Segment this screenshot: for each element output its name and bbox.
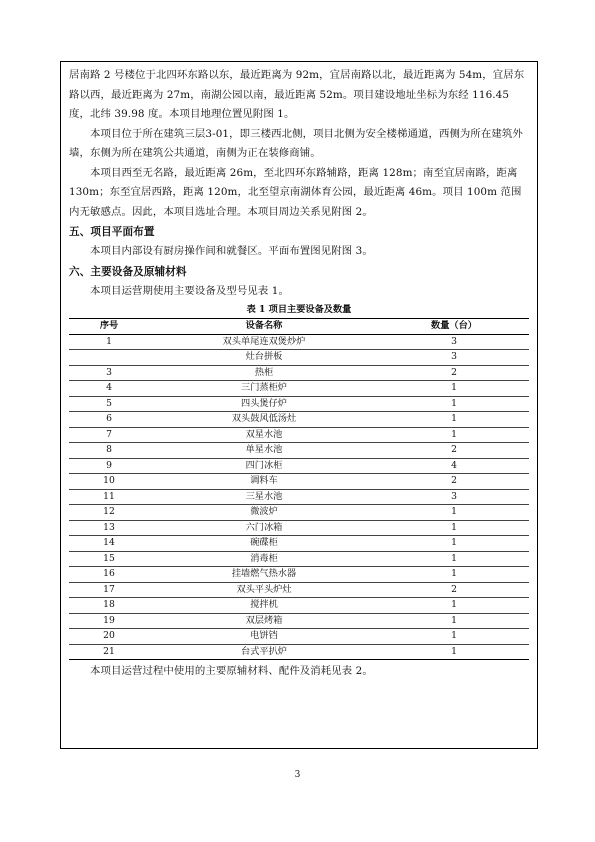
table-header-row bbox=[69, 319, 529, 335]
cell-equipment-name: 电饼铛 bbox=[149, 629, 379, 645]
cell-quantity: 1 bbox=[379, 598, 529, 614]
cell-equipment-name: 六门冰箱 bbox=[149, 520, 379, 536]
paragraph-location: 居南路 2 号楼位于北四环东路以东，最近距离为 92m，宜居南路以北，最近距离为 54m，宜居东路以西，最近距离为 27m，南湖公园以南，最近距离 52m。项目建设地址坐标为东经 116.45 度，北纬 39.98 度。本项目地理位置见附图 1。 bbox=[69, 69, 525, 120]
section-6-intro: 本项目运营期使用主要设备及型号见表 1。 bbox=[90, 284, 289, 297]
cell-quantity: 1 bbox=[379, 567, 529, 583]
cell-quantity: 1 bbox=[379, 629, 529, 645]
cell-equipment-name: 搅拌机 bbox=[149, 598, 379, 614]
cell-serial: 8 bbox=[69, 443, 149, 459]
cell-serial: 4 bbox=[69, 381, 149, 397]
document-frame bbox=[60, 61, 538, 749]
section-5-text: 本项目内部设有厨房操作间和就餐区。平面布置图见附图 3。 bbox=[90, 245, 373, 257]
cell-quantity: 3 bbox=[379, 489, 529, 505]
table-row bbox=[69, 598, 529, 614]
cell-serial: 1 bbox=[69, 334, 149, 350]
cell-quantity: 1 bbox=[379, 381, 529, 397]
cell-quantity: 1 bbox=[379, 412, 529, 428]
cell-equipment-name: 双头单尾连双煲炒炉 bbox=[149, 334, 379, 350]
table-row bbox=[69, 551, 529, 567]
table-row bbox=[69, 458, 529, 474]
cell-quantity: 2 bbox=[379, 443, 529, 459]
section-6-heading: 六、主要设备及原辅材料 bbox=[69, 265, 187, 278]
table-row bbox=[69, 629, 529, 645]
table-row bbox=[69, 381, 529, 397]
equipment-table bbox=[69, 318, 529, 660]
cell-serial: 3 bbox=[69, 365, 149, 381]
cell-quantity: 1 bbox=[379, 613, 529, 629]
cell-quantity: 2 bbox=[379, 365, 529, 381]
cell-equipment-name: 双层烤箱 bbox=[149, 613, 379, 629]
table-row bbox=[69, 613, 529, 629]
cell-equipment-name: 热柜 bbox=[149, 365, 379, 381]
cell-quantity: 1 bbox=[379, 551, 529, 567]
document-content bbox=[69, 66, 529, 682]
paragraph-surroundings: 本项目西至无名路，最近距离 26m，至北四环东路辅路，距离 128m；南至宜居南路，距离 130m；东至宜居西路，距离 120m，北至望京南湖体育公园，最近距离 46m。项目 100m 范围内无敏感点。因此，本项目选址合理。本项目周边关系见附图 2。 bbox=[69, 166, 522, 218]
cell-serial: 21 bbox=[69, 644, 149, 660]
table-row bbox=[69, 474, 529, 490]
cell-serial: 6 bbox=[69, 412, 149, 428]
cell-equipment-name: 四门冰柜 bbox=[149, 458, 379, 474]
cell-serial: 12 bbox=[69, 505, 149, 521]
cell-equipment-name: 调料车 bbox=[149, 474, 379, 490]
page-number: 3 bbox=[294, 770, 301, 780]
table-row bbox=[69, 396, 529, 412]
cell-serial bbox=[69, 350, 149, 366]
cell-serial: 17 bbox=[69, 582, 149, 598]
cell-serial: 7 bbox=[69, 427, 149, 443]
cell-quantity: 1 bbox=[379, 505, 529, 521]
header-serial: 序号 bbox=[69, 319, 149, 335]
cell-equipment-name: 微波炉 bbox=[149, 505, 379, 521]
cell-equipment-name: 三门蒸柜炉 bbox=[149, 381, 379, 397]
cell-equipment-name: 单星水池 bbox=[149, 443, 379, 459]
cell-serial: 16 bbox=[69, 567, 149, 583]
cell-equipment-name: 三星水池 bbox=[149, 489, 379, 505]
cell-quantity: 2 bbox=[379, 582, 529, 598]
cell-quantity: 1 bbox=[379, 427, 529, 443]
cell-serial: 15 bbox=[69, 551, 149, 567]
cell-equipment-name: 灶台拼板 bbox=[149, 350, 379, 366]
cell-equipment-name: 消毒柜 bbox=[149, 551, 379, 567]
table-1-caption: 表 1 项目主要设备及数量 bbox=[246, 304, 352, 315]
cell-quantity: 2 bbox=[379, 474, 529, 490]
cell-equipment-name: 四头煲仔炉 bbox=[149, 396, 379, 412]
cell-serial: 20 bbox=[69, 629, 149, 645]
cell-serial: 11 bbox=[69, 489, 149, 505]
paragraph-position: 本项目位于所在建筑三层3-01，即三楼西北侧，项目北侧为安全楼梯通道，西侧为所在建筑外墙，东侧为所在建筑公共通道，南侧为正在装修商铺。 bbox=[69, 127, 523, 159]
table-row bbox=[69, 427, 529, 443]
equipment-table-body bbox=[69, 334, 529, 660]
cell-serial: 19 bbox=[69, 613, 149, 629]
table-row bbox=[69, 489, 529, 505]
table-row bbox=[69, 536, 529, 552]
table-row bbox=[69, 644, 529, 660]
cell-equipment-name: 双星水池 bbox=[149, 427, 379, 443]
table-row bbox=[69, 520, 529, 536]
section-5-heading: 五、项目平面布置 bbox=[69, 226, 155, 238]
cell-serial: 13 bbox=[69, 520, 149, 536]
header-equipment-name: 设备名称 bbox=[149, 319, 379, 335]
table-row bbox=[69, 365, 529, 381]
cell-equipment-name: 台式平扒炉 bbox=[149, 644, 379, 660]
cell-equipment-name: 双头鼓风低汤灶 bbox=[149, 412, 379, 428]
cell-serial: 10 bbox=[69, 474, 149, 490]
cell-serial: 5 bbox=[69, 396, 149, 412]
cell-equipment-name: 挂墙燃气热水器 bbox=[149, 567, 379, 583]
cell-quantity: 1 bbox=[379, 644, 529, 660]
section-6-after-text: 本项目运营过程中使用的主要原辅材料、配件及消耗见表 2。 bbox=[90, 665, 373, 677]
cell-quantity: 3 bbox=[379, 334, 529, 350]
table-row bbox=[69, 350, 529, 366]
table-row bbox=[69, 443, 529, 459]
cell-quantity: 1 bbox=[379, 396, 529, 412]
cell-quantity: 3 bbox=[379, 350, 529, 366]
cell-quantity: 1 bbox=[379, 520, 529, 536]
table-row bbox=[69, 582, 529, 598]
table-row bbox=[69, 334, 529, 350]
cell-equipment-name: 碗碟柜 bbox=[149, 536, 379, 552]
table-row bbox=[69, 567, 529, 583]
cell-quantity: 1 bbox=[379, 536, 529, 552]
table-row bbox=[69, 505, 529, 521]
cell-serial: 14 bbox=[69, 536, 149, 552]
cell-quantity: 4 bbox=[379, 458, 529, 474]
table-row bbox=[69, 412, 529, 428]
cell-serial: 9 bbox=[69, 458, 149, 474]
header-quantity: 数量（台） bbox=[379, 319, 529, 335]
cell-equipment-name: 双头平头炉灶 bbox=[149, 582, 379, 598]
cell-serial: 18 bbox=[69, 598, 149, 614]
